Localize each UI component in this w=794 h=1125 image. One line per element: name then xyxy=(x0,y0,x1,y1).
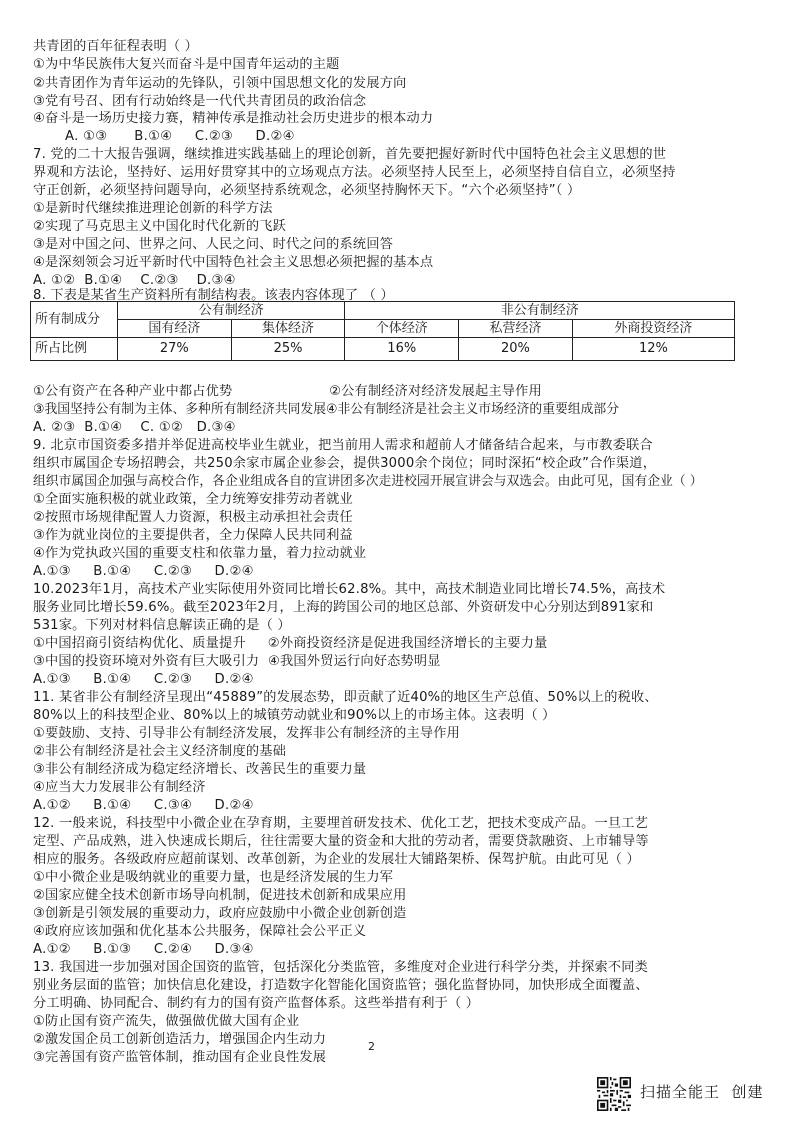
question-8-stem: 8. 下表是某省生产资料所有制结构表。该表内容体现了 （ ） xyxy=(33,288,394,303)
q10-option-3-4: ③中国的投资环境对外资有巨大吸引力 ④我国外贸运行向好态势明显 xyxy=(33,654,441,669)
nonpublic-economy-header: 非公有制经济 xyxy=(345,302,735,320)
q9-option-3: ③作为就业岗位的主要提供者，全力保障人民共同利益 xyxy=(33,528,353,543)
q7-option-1: ①是新时代继续推进理论创新的科学方法 xyxy=(33,201,273,216)
page-number: 2 xyxy=(368,1040,375,1053)
q11-option-2: ②非公有制经济是社会主义经济制度的基础 xyxy=(33,744,286,759)
sub-header-private: 私营经济 xyxy=(459,320,573,338)
sub-header-collective: 集体经济 xyxy=(231,320,345,338)
q9-option-1: ①全面实施积极的就业政策，全力统筹安排劳动者就业 xyxy=(33,492,353,507)
scanner-watermark: 扫描全能王 创建 xyxy=(640,1083,764,1101)
sub-header-individual: 个体经济 xyxy=(345,320,459,338)
q11-answers: A.①② B.①④ C.③④ D.②④ xyxy=(33,798,254,813)
share-private: 20% xyxy=(459,338,573,361)
q8-answers: A. ②③ B.①④ C. ①② D.③④ xyxy=(33,420,236,435)
question-7-stem-line-3: 守正创新，必须坚持问题导向，必须坚持系统观念，必须坚持胸怀天下。“六个必须坚持”（ ） xyxy=(33,183,581,198)
q7-option-3: ③是对中国之问、世界之问、人民之问、时代之问的系统回答 xyxy=(33,237,394,252)
q7-option-4: ④是深刻领会习近平新时代中国特色社会主义思想必须把握的基本点 xyxy=(33,255,434,270)
share-individual: 16% xyxy=(345,338,459,361)
question-7-stem-line-2: 界观和方法论，坚持好、运用好贯穿其中的立场观点方法。必须坚持人民至上，必须坚持自信自立，必须坚持 xyxy=(33,165,676,180)
q6-option-1: ①为中华民族伟大复兴而奋斗是中国青年运动的主题 xyxy=(33,57,340,72)
question-12-stem-line-3: 相应的服务。各级政府应超前谋划、改革创新，为企业的发展壮大铺路架桥、保驾护航。由此可见（ ） xyxy=(33,852,640,867)
question-11-stem-line-2: 80%以上的科技型企业、80%以上的城镇劳动就业和90%以上的市场主体。这表明（ ） xyxy=(33,708,556,723)
q10-option-1-2: ①中国招商引资结构优化、质量提升 ②外商投资经济是促进我国经济增长的主要力量 xyxy=(33,636,548,651)
q12-option-4: ④政府应该加强和优化基本公共服务，保障社会公平正义 xyxy=(33,924,367,939)
q11-option-4: ④应当大力发展非公有制经济 xyxy=(33,780,206,795)
q6-option-2: ②共青团作为青年运动的先锋队，引领中国思想文化的发展方向 xyxy=(33,76,407,91)
q9-option-4: ④作为党执政兴国的重要支柱和依靠力量，着力拉动就业 xyxy=(33,546,367,561)
q12-answers: A.①② B.①③ C.②④ D.③④ xyxy=(33,942,254,957)
q12-option-1: ①中小微企业是吸纳就业的重要力量，也是经济发展的生力军 xyxy=(33,870,394,885)
q9-option-2: ②按照市场规律配置人力资源，积极主动承担社会责任 xyxy=(33,510,353,525)
q8-option-1-2: ①公有资产在各种产业中都占优势 ②公有制经济对经济发展起主导作用 xyxy=(33,384,542,399)
row-header-ownership: 所有制成分 xyxy=(31,302,118,338)
table-data-row xyxy=(31,338,735,361)
question-6-stem: 共青团的百年征程表明（ ） xyxy=(33,39,199,54)
question-12-stem-line-1: 12. 一般来说，科技型中小微企业在孕育期，主要埋首研发技术、优化工艺，把技术变成产品。一旦工艺 xyxy=(33,816,649,831)
q7-answers: A. ①② B.①④ C.②③ D.③④ xyxy=(33,273,236,288)
ownership-structure-table xyxy=(30,301,735,361)
q11-option-1: ①要鼓励、支持、引导非公有制经济发展，发挥非公有制经济的主导作用 xyxy=(33,726,461,741)
q9-answers: A.①③ B.①④ C.②③ D.②④ xyxy=(33,564,254,579)
q7-option-2: ②实现了马克思主义中国化时代化新的飞跃 xyxy=(33,219,286,234)
q13-option-2: ②激发国企员工创新创造活力，增强国企内生动力 xyxy=(33,1032,327,1047)
question-13-stem-line-1: 13. 我国进一步加强对国企国资的监管，包括深化分类监管，多维度对企业进行科学分类，并探索不同类 xyxy=(33,960,649,975)
question-9-stem-line-1: 9. 北京市国资委多措并举促进高校毕业生就业，把当前用人需求和超前人才储备结合起来，与市教委联合 xyxy=(33,438,653,453)
question-10-stem-line-1: 10.2023年1月，高技术产业实际使用外资同比增长62.8%。其中，高技术制造业同比增长74.5%，高技术 xyxy=(33,582,666,597)
question-7-stem-line-1: 7. 党的二十大报告强调，继续推进实践基础上的理论创新，首先要把握好新时代中国特色社会主义思想的世 xyxy=(33,147,667,162)
public-economy-header: 公有制经济 xyxy=(118,302,345,320)
q13-option-3: ③完善国有资产监管体制，推动国有企业良性发展 xyxy=(33,1050,327,1065)
question-10-stem-line-3: 531家。下列对材料信息解读正确的是（ ） xyxy=(33,618,291,633)
table-header-row-2 xyxy=(31,320,735,338)
question-12-stem-line-2: 定型、产品成熟，进入快速成长期后，往往需要大量的资金和大批的劳动者，需要贷款融资、上市辅导等 xyxy=(33,834,649,849)
row-header-share: 所占比例 xyxy=(31,338,118,361)
q6-option-4: ④奋斗是一场历史接力赛，精神传承是推动社会历史进步的根本动力 xyxy=(33,111,434,126)
sub-header-foreign: 外商投资经济 xyxy=(572,320,734,338)
q6-option-3: ③党有号召、团有行动始终是一代代共青团员的政治信念 xyxy=(33,94,367,109)
question-13-stem-line-2: 别业务层面的监管；加快信息化建设，打造数字化智能化国资监管；强化监督协同，加快形成全面覆盖、 xyxy=(33,978,649,993)
q6-answers: A. ①③ B.①④ C.②③ D.②④ xyxy=(65,129,295,144)
question-13-stem-line-3: 分工明确、协同配合、制约有力的国有资产监督体系。这些举措有利于（ ） xyxy=(33,996,480,1011)
question-11-stem-line-1: 11. 某省非公有制经济呈现出“45889”的发展态势，即贡献了近40%的地区生产总值、50%以上的税收、 xyxy=(33,690,658,705)
table-header-row-1 xyxy=(31,302,735,320)
q10-answers: A.①③ B.①④ C.②③ D.②④ xyxy=(33,672,254,687)
share-collective: 25% xyxy=(231,338,345,361)
q12-option-3: ③创新是引领发展的重要动力，政府应鼓励中小微企业创新创造 xyxy=(33,906,407,921)
share-foreign: 12% xyxy=(572,338,734,361)
q12-option-2: ②国家应健全技术创新市场导向机制，促进技术创新和成果应用 xyxy=(33,888,407,903)
question-9-stem-line-3: 组织市属国企加强与高校合作，各企业组成各自的宣讲团多次走进校园开展宣讲会与双选会。由此可见，国有企业（ ） xyxy=(33,474,703,489)
q11-option-3: ③非公有制经济成为稳定经济增长、改善民生的重要力量 xyxy=(33,762,367,777)
q8-option-3-4: ③我国坚持公有制为主体、多种所有制经济共同发展④非公有制经济是社会主义市场经济的重要组成部分 xyxy=(33,402,620,417)
q13-option-1: ①防止国有资产流失，做强做优做大国有企业 xyxy=(33,1014,300,1029)
qr-code-icon xyxy=(597,1077,631,1111)
question-9-stem-line-2: 组织市属国企专场招聘会，共250余家市属企业参会，提供3000余个岗位；同时深拓“校企政”合作渠道， xyxy=(33,456,657,471)
sub-header-state: 国有经济 xyxy=(118,320,232,338)
question-10-stem-line-2: 服务业同比增长59.6%。截至2023年2月，上海的跨国公司的地区总部、外资研发中心分别达到891家和 xyxy=(33,600,654,615)
share-state: 27% xyxy=(118,338,232,361)
